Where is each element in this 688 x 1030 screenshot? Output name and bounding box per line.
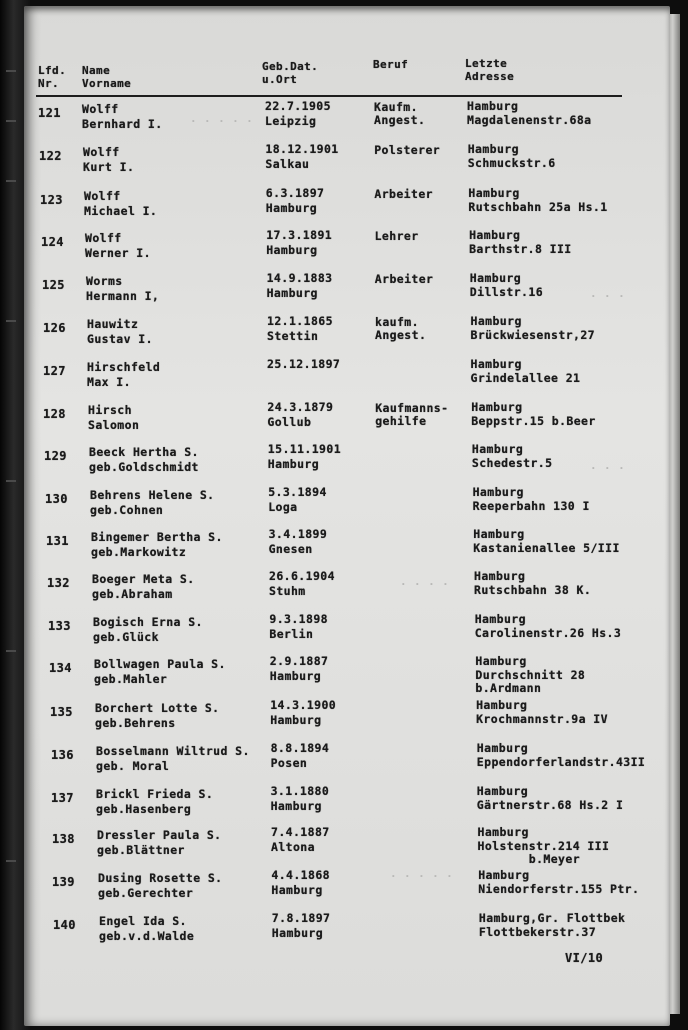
entry-name: Boeger Meta S.: [92, 572, 195, 586]
entry-name: Wolff: [85, 231, 122, 245]
entry-birth-date: 4.4.1868: [271, 868, 330, 882]
entry-number: 135: [50, 705, 73, 719]
entry-occupation: Kaufm. Angest.: [374, 100, 426, 127]
entry-birth-date: 26.6.1904: [269, 569, 335, 583]
entry-birth-place: Salkau: [265, 157, 310, 171]
entry-name: Worms: [86, 274, 123, 288]
entry-street: Kastanienallee 5/III: [473, 541, 620, 555]
entry-number: 126: [43, 321, 66, 335]
entry-birth-place: Hamburg: [266, 243, 318, 257]
entry-birth-date: 22.7.1905: [265, 99, 331, 113]
bleed-through: . . . . .: [190, 112, 254, 125]
entry-city: Hamburg: [475, 654, 527, 668]
entry-city: Hamburg: [470, 357, 522, 371]
entry-birth-date: 24.3.1879: [267, 400, 334, 414]
entry-given-name: geb.Cohnen: [90, 503, 164, 517]
entry-number: 125: [42, 278, 65, 292]
entry-birth-place: Hamburg: [271, 926, 324, 940]
entry-given-name: geb. Moral: [96, 759, 170, 773]
entry-birth-date: 17.3.1891: [266, 228, 333, 242]
entry-city: Hamburg,Gr. Flottbek: [478, 911, 626, 925]
entry-name: Behrens Helene S.: [90, 488, 215, 502]
entry-name: Brickl Frieda S.: [96, 787, 214, 801]
entry-name: Wolff: [82, 102, 119, 116]
entry-number: 123: [40, 193, 63, 207]
entry-name: Wolff: [84, 189, 121, 203]
entry-occupation: kaufm. Angest.: [375, 315, 427, 342]
entry-number: 139: [52, 875, 75, 889]
header-lfd-nr: Lfd. Nr.: [38, 64, 67, 90]
entry-birth-date: 14.9.1883: [266, 271, 333, 285]
bleed-through: · · ·: [590, 462, 626, 475]
entry-given-name: Michael I.: [84, 204, 158, 218]
entry-given-name: geb.Hasenberg: [96, 802, 192, 816]
entry-street: Brückwiesenstr,27: [470, 328, 596, 342]
entry-birth-place: Hamburg: [270, 713, 322, 727]
entry-name: Bogisch Erna S.: [93, 615, 203, 629]
entry-birth-date: 3.4.1899: [268, 527, 328, 541]
entry-given-name: Bernhard I.: [82, 117, 163, 131]
entry-given-name: geb.Markowitz: [91, 545, 187, 559]
header-rule: [36, 95, 622, 97]
entry-birth-date: 8.8.1894: [270, 741, 330, 755]
entry-street: Eppendorferlandstr.43II: [476, 755, 646, 769]
entry-number: 121: [38, 106, 61, 120]
entry-city: Hamburg: [467, 99, 519, 113]
entry-occupation: Lehrer: [374, 229, 419, 243]
entry-birth-place: Hamburg: [270, 799, 322, 813]
header-address: Letzte Adresse: [465, 57, 515, 83]
entry-street: Schedestr.5: [471, 456, 553, 470]
entry-given-name: Hermann I,: [86, 289, 160, 303]
entry-occupation: Polsterer: [374, 143, 441, 157]
entry-street: Holstenstr.214 III b.Meyer: [477, 839, 610, 866]
entry-city: Hamburg: [476, 741, 529, 755]
bleed-through: · · ·: [590, 290, 626, 303]
entry-birth-date: 5.3.1894: [268, 485, 327, 499]
entry-city: Hamburg: [471, 400, 523, 414]
entry-name: Wolff: [83, 145, 120, 159]
entry-name: Hirschfeld: [87, 360, 161, 374]
entry-birth-place: Hamburg: [271, 883, 323, 897]
entry-birth-place: Posen: [270, 756, 308, 770]
entry-birth-place: Gollub: [267, 415, 312, 429]
entry-occupation: Arbeiter: [374, 187, 433, 201]
entry-birth-date: 18.12.1901: [265, 142, 339, 156]
entry-birth-date: 3.1.1880: [270, 784, 330, 798]
entry-city: Hamburg: [474, 612, 526, 626]
entry-city: Hamburg: [477, 825, 529, 839]
entry-street: Rutschbahn 38 K.: [474, 583, 592, 597]
entry-street: Durchschnitt 28 b.Ardmann: [475, 668, 586, 695]
entry-city: Hamburg: [478, 868, 530, 882]
entry-birth-place: Loga: [268, 500, 298, 514]
entry-birth-place: Hamburg: [267, 457, 320, 471]
entry-street: Grindelallee 21: [470, 371, 581, 385]
entry-street: Beppstr.15 b.Beer: [471, 414, 596, 428]
entry-city: Hamburg: [469, 228, 521, 242]
entry-birth-date: 25.12.1897: [267, 357, 341, 371]
entry-name: Engel Ida S.: [99, 914, 187, 928]
header-name: Name Vorname: [82, 64, 132, 90]
entry-number: 133: [48, 619, 71, 633]
entry-number: 136: [51, 748, 74, 762]
entry-street: Flottbekerstr.37: [478, 925, 597, 939]
entry-number: 131: [46, 534, 69, 548]
page-reference: VI/10: [565, 951, 604, 965]
entry-street: Barthstr.8 III: [469, 242, 572, 256]
entry-street: Gärtnerstr.68 Hs.2 I: [476, 798, 624, 812]
entry-name: Beeck Hertha S.: [89, 445, 199, 459]
entry-city: Hamburg: [476, 698, 528, 712]
entry-given-name: geb.v.d.Walde: [99, 929, 195, 943]
entry-city: Hamburg: [476, 784, 529, 798]
entry-given-name: Max I.: [87, 375, 131, 389]
entry-street: Reeperbahn 130 I: [472, 499, 590, 513]
entry-birth-place: Altona: [271, 840, 315, 854]
entry-birth-place: Hamburg: [266, 286, 318, 300]
entry-given-name: geb.Behrens: [95, 716, 176, 730]
entry-name: Dressler Paula S.: [97, 828, 222, 842]
entry-birth-place: Gnesen: [268, 542, 313, 556]
entry-city: Hamburg: [472, 485, 524, 499]
entry-street: Carolinenstr.26 Hs.3: [474, 626, 622, 640]
entry-name: Bingemer Bertha S.: [91, 530, 223, 544]
entry-city: Hamburg: [468, 186, 520, 200]
entry-given-name: Kurt I.: [83, 160, 135, 174]
entry-number: 127: [43, 364, 66, 378]
entry-number: 128: [43, 407, 66, 421]
entry-birth-date: 7.8.1897: [271, 911, 331, 925]
entry-city: Hamburg: [467, 142, 519, 156]
entry-occupation: Arbeiter: [374, 272, 434, 286]
entry-number: 132: [47, 576, 70, 590]
entry-city: Hamburg: [474, 569, 526, 583]
entry-birth-date: 7.4.1887: [271, 825, 330, 839]
header-job: Beruf: [373, 58, 409, 71]
entry-name: Dusing Rosette S.: [98, 871, 223, 885]
entry-street: Dillstr.16: [469, 285, 544, 299]
entry-given-name: geb.Abraham: [92, 587, 173, 601]
entry-street: Schmuckstr.6: [467, 156, 556, 170]
entry-number: 137: [51, 791, 74, 805]
entry-given-name: geb.Glück: [93, 630, 159, 644]
entry-number: 122: [39, 149, 62, 163]
entry-birth-place: Leipzig: [265, 114, 317, 128]
entry-given-name: geb.Mahler: [94, 672, 168, 686]
entry-birth-date: 9.3.1898: [269, 612, 328, 626]
entry-name: Bollwagen Paula S.: [94, 657, 226, 671]
entry-city: Hamburg: [469, 271, 522, 285]
entry-birth-date: 2.9.1887: [269, 654, 329, 668]
entry-birth-place: Hamburg: [265, 201, 318, 215]
entry-name: Hauwitz: [87, 317, 139, 331]
entry-given-name: Gustav I.: [87, 332, 153, 346]
entry-street: Niendorferstr.155 Ptr.: [478, 882, 640, 896]
entry-number: 130: [45, 492, 68, 506]
entry-occupation: Kaufmanns- gehilfe: [375, 401, 449, 428]
entry-number: 129: [44, 449, 67, 463]
entry-name: Hirsch: [88, 403, 132, 417]
entry-birth-date: 14.3.1900: [270, 698, 337, 712]
entry-number: 138: [52, 832, 75, 846]
entry-given-name: Salomon: [88, 418, 140, 432]
entry-birth-place: Stettin: [267, 329, 319, 343]
entry-city: Hamburg: [471, 442, 524, 456]
entry-birth-place: Hamburg: [269, 669, 322, 683]
entry-number: 124: [41, 235, 64, 249]
entry-birth-date: 12.1.1865: [267, 314, 333, 328]
entry-number: 140: [53, 918, 76, 932]
entry-given-name: geb.Goldschmidt: [89, 460, 199, 474]
bleed-through: · · · · ·: [390, 870, 454, 883]
entry-street: Krochmannstr.9a IV: [476, 712, 608, 726]
entry-birth-place: Berlin: [269, 627, 314, 641]
entry-city: Hamburg: [473, 527, 525, 541]
entry-birth-date: 15.11.1901: [267, 442, 342, 456]
entry-given-name: geb.Gerechter: [98, 886, 194, 900]
entry-name: Borchert Lotte S.: [95, 701, 220, 715]
entry-birth-place: Stuhm: [269, 584, 306, 598]
entry-birth-date: 6.3.1897: [265, 186, 325, 200]
entry-name: Bosselmann Wiltrud S.: [96, 744, 250, 758]
entry-street: Rutschbahn 25a Hs.1: [468, 200, 608, 214]
bleed-through: · · · ·: [400, 578, 450, 591]
entry-given-name: geb.Blättner: [97, 843, 185, 857]
entry-number: 134: [49, 661, 72, 675]
entry-given-name: Werner I.: [85, 246, 151, 260]
entry-street: Magdalenenstr.68a: [467, 113, 592, 127]
entry-city: Hamburg: [470, 314, 522, 328]
header-birth: Geb.Dat. u.Ort: [262, 60, 319, 86]
